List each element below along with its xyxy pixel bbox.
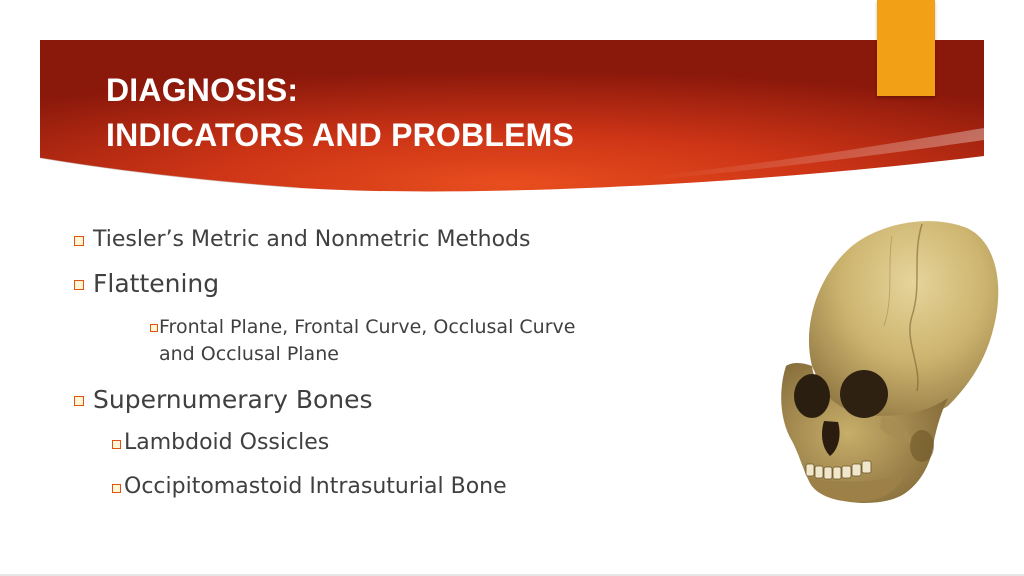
bullet-item xyxy=(150,314,575,368)
bullet-text-line-2: and Occlusal Plane xyxy=(159,343,339,365)
bullet-text: Supernumerary Bones xyxy=(93,385,373,414)
bullet-item xyxy=(74,269,219,299)
bullet-item xyxy=(112,429,329,457)
title-line-2: INDICATORS AND PROBLEMS xyxy=(106,117,575,153)
square-bullet-icon xyxy=(74,236,84,246)
square-bullet-icon xyxy=(74,280,84,290)
bullet-item xyxy=(74,385,373,415)
bullet-text: Tiesler’s Metric and Nonmetric Methods xyxy=(93,227,531,252)
square-bullet-icon xyxy=(112,484,121,493)
square-bullet-icon xyxy=(112,440,121,449)
title-line-1: DIAGNOSIS: xyxy=(106,72,299,108)
skull-image xyxy=(772,216,1004,508)
bullet-text-line-1: Frontal Plane, Frontal Curve, Occlusal Curve xyxy=(159,316,576,338)
accent-tab xyxy=(877,0,935,96)
bullet-text: Occipitomastoid Intrasuturial Bone xyxy=(124,474,507,499)
square-bullet-icon xyxy=(74,396,84,406)
bullet-text: Flattening xyxy=(93,269,220,298)
bullet-item xyxy=(112,473,507,501)
bullet-item xyxy=(74,226,530,254)
square-bullet-icon xyxy=(150,324,158,332)
bullet-text: Lambdoid Ossicles xyxy=(124,430,330,455)
